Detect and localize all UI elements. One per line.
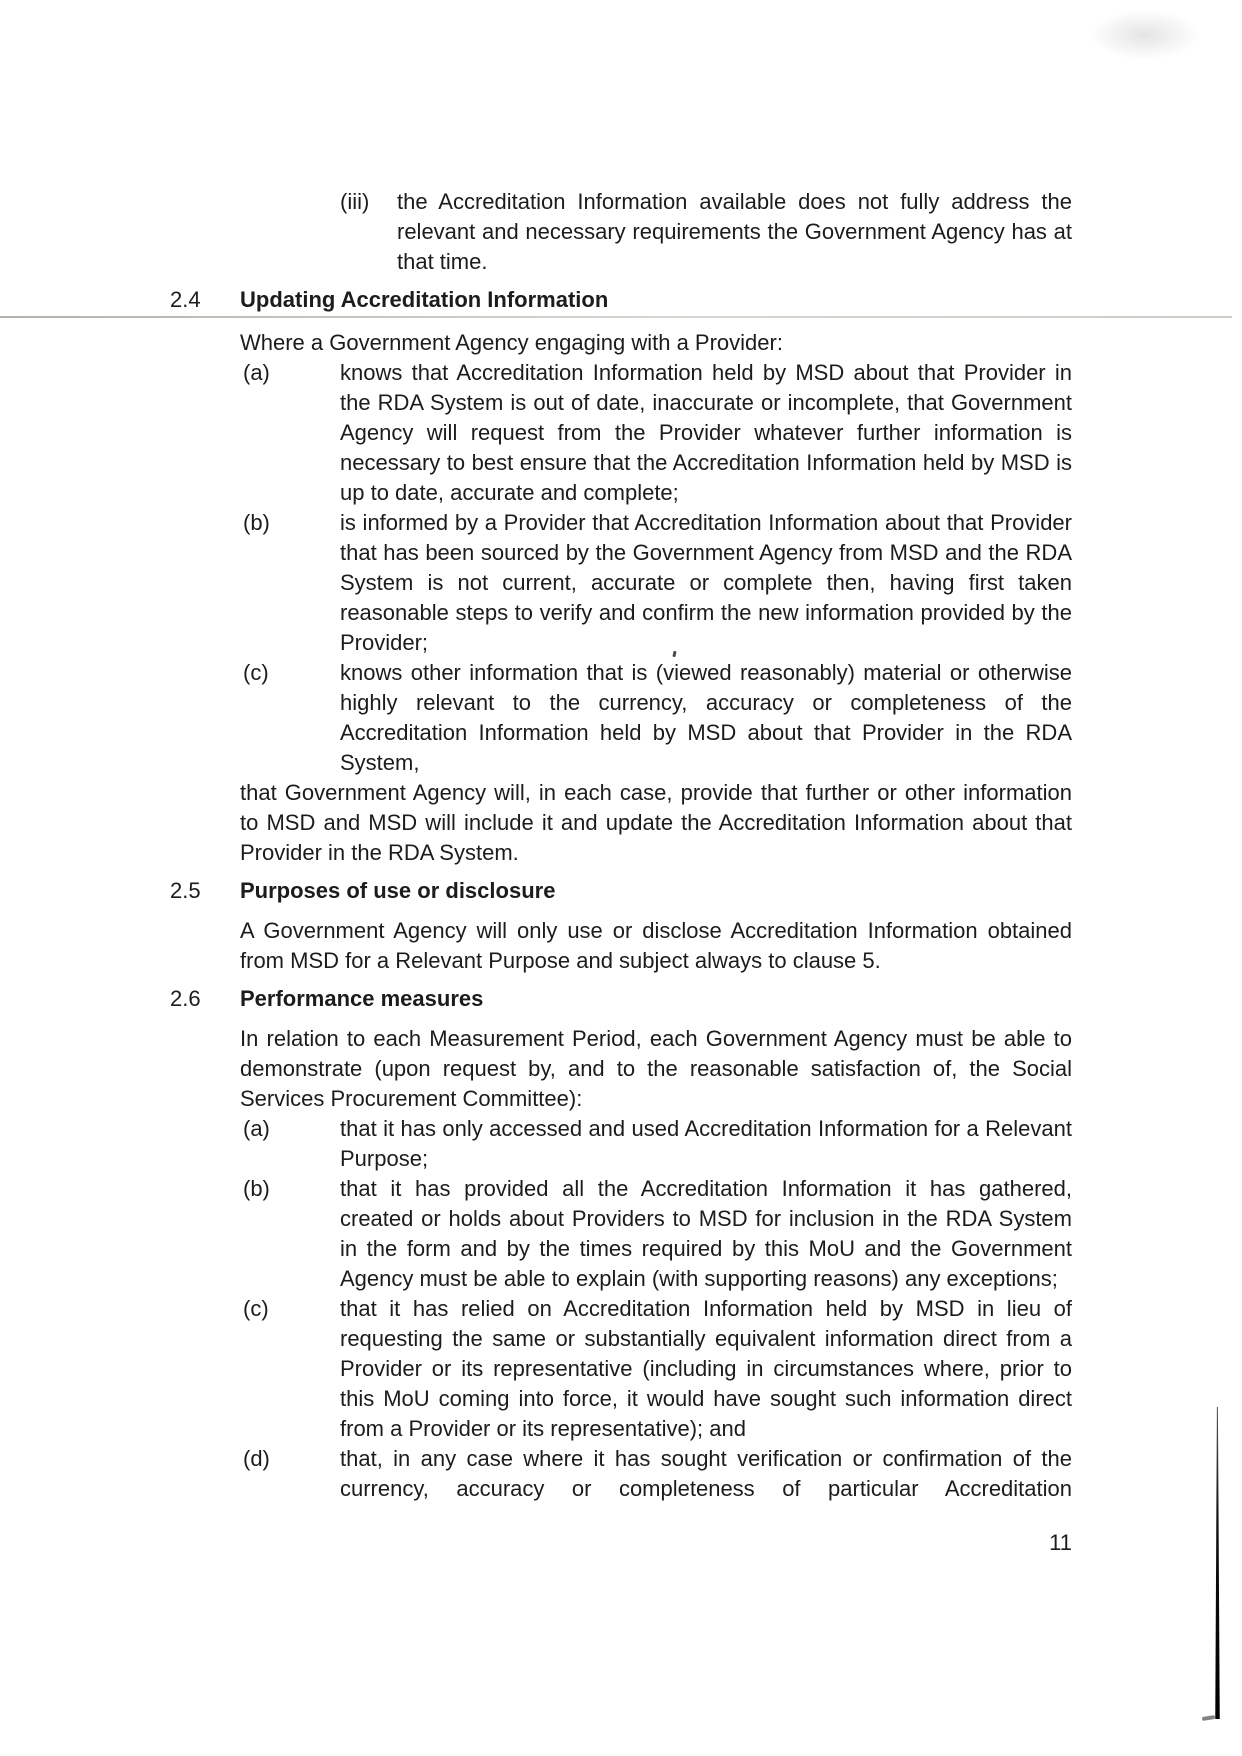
list-item-marker: (b) <box>243 510 270 535</box>
clause-marker: (iii) <box>340 189 370 214</box>
section-title: Performance measures <box>240 986 484 1011</box>
section-2-6 <box>170 984 1072 1504</box>
list-item-b <box>240 508 1072 658</box>
section-2-4 <box>170 285 1072 868</box>
section-closing: that Government Agency will, in each case, provide that further or other information to MSD and MSD will include it and update the Accreditation Information about that Provider in the RDA System. <box>240 780 1072 865</box>
list-item-marker: (a) <box>243 1116 270 1141</box>
list-item-text: is informed by a Provider that Accreditation Information about that Provider that has been sourced by the Government Agency from MSD and the RDA System is not current, accurate or complete then, having first taken reasonable steps to verify and confirm the new information provided by the Provider; <box>340 510 1072 655</box>
scan-vertical-line-artifact <box>1215 1407 1220 1719</box>
section-lead: Where a Government Agency engaging with a Provider: <box>240 330 783 355</box>
list-item-marker: (d) <box>243 1446 270 1471</box>
list-item-a <box>240 1114 1072 1174</box>
section-2-5 <box>170 876 1072 976</box>
section-number: 2.6 <box>170 986 201 1011</box>
page-number: 11 <box>1049 1530 1072 1555</box>
section-lead: A Government Agency will only use or disclose Accreditation Information obtained from MSD for a Relevant Purpose and subject always to clause 5. <box>240 918 1072 973</box>
page-content <box>170 187 1072 1504</box>
list-item-marker: (b) <box>243 1176 270 1201</box>
scan-smudge-artifact <box>1090 10 1200 60</box>
clause-item-iii <box>340 187 1072 277</box>
scan-hairline-artifact <box>0 316 1232 318</box>
list-item-d <box>240 1444 1072 1504</box>
section-lead: In relation to each Measurement Period, each Government Agency must be able to demonstrate (upon request by, and to the reasonable satisfaction of, the Social Services Procurement Committee): <box>240 1026 1072 1111</box>
list-item-c <box>240 1294 1072 1444</box>
section-title: Updating Accreditation Information <box>240 287 609 312</box>
section-heading <box>170 876 1072 906</box>
list-item-text: that it has only accessed and used Accreditation Information for a Relevant Purpose; <box>340 1116 1072 1171</box>
section-heading <box>170 984 1072 1014</box>
list-item-text: that it has provided all the Accreditation Information it has gathered, created or holds about Providers to MSD for inclusion in the RDA System in the form and by the times required by this MoU and the Government Agency must be able to explain (with supporting reasons) any exceptions; <box>340 1176 1072 1291</box>
scan-tick-artifact <box>1202 1715 1215 1721</box>
section-title: Purposes of use or disclosure <box>240 878 556 903</box>
list-item-text: knows other information that is (viewed reasonably) material or otherwise highly relevant to the currency, accuracy or completeness of the Accreditation Information held by MSD about that Provider in the RDA System, <box>340 660 1072 775</box>
list-item-b <box>240 1174 1072 1294</box>
list-item-text: that, in any case where it has sought verification or confirmation of the currency, accuracy or completeness of particular Accreditation <box>340 1446 1072 1501</box>
list-item-text: that it has relied on Accreditation Information held by MSD in lieu of requesting the same or substantially equivalent information direct from a Provider or its representative (including in circumstances where, prior to this MoU coming into force, it would have sought such information direct from a Provider or its representative); and <box>340 1296 1072 1441</box>
list-item-text: knows that Accreditation Information held by MSD about that Provider in the RDA System is out of date, inaccurate or incomplete, that Government Agency will request from the Provider whatever further information is necessary to best ensure that the Accreditation Information held by MSD is up to date, accurate and complete; <box>340 360 1072 505</box>
list-item-marker: (c) <box>243 1296 269 1321</box>
list-item-marker: (c) <box>243 660 269 685</box>
section-number: 2.4 <box>170 287 201 312</box>
list-item-a <box>240 358 1072 508</box>
clause-text: the Accreditation Information available does not fully address the relevant and necessary requirements the Government Agency has at that time. <box>397 189 1072 274</box>
list-item-c <box>240 658 1072 778</box>
list-item-marker: (a) <box>243 360 270 385</box>
section-number: 2.5 <box>170 878 201 903</box>
section-heading <box>170 285 1072 315</box>
